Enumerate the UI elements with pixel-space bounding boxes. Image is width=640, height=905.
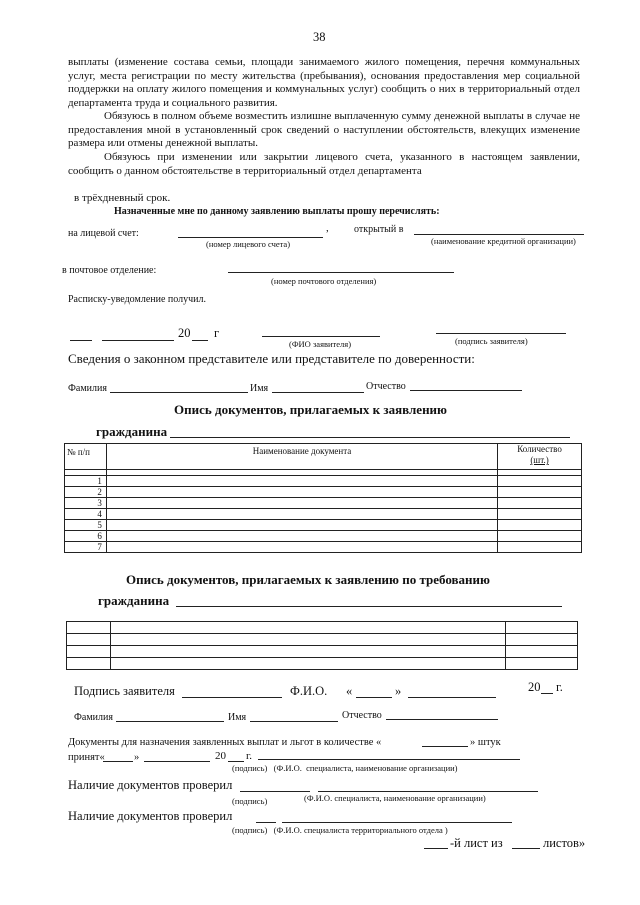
sheet-text-2: листов» (543, 836, 586, 850)
signature-month-field[interactable] (408, 697, 496, 698)
sheet-text-1: -й лист из (450, 836, 503, 850)
qty-cell[interactable] (506, 658, 578, 670)
row-number: 3 (65, 498, 107, 509)
check2-fio-field[interactable] (282, 822, 512, 823)
doc-name-cell[interactable] (106, 498, 497, 509)
account-field[interactable] (178, 237, 323, 238)
rep-patronymic-field[interactable] (410, 390, 522, 391)
table-row (65, 498, 582, 509)
sig-surname-field[interactable] (116, 721, 224, 722)
accepted-fio-field[interactable] (258, 759, 520, 760)
signature-fio-label: Ф.И.О. (290, 684, 328, 698)
col-qty-header (498, 444, 582, 470)
qty-cell[interactable] (498, 487, 582, 498)
receipt-year-field[interactable] (192, 340, 208, 341)
sheet-total-field[interactable] (512, 848, 540, 849)
table-row (65, 487, 582, 498)
doc-name-cell[interactable] (110, 646, 505, 658)
row-number: 5 (65, 520, 107, 531)
payment-heading: Назначенные мне по данному заявлению выплаты прошу перечислять: (114, 206, 440, 217)
col-name-header: Наименование документа (106, 444, 497, 470)
acceptance-line1: Документы для назначения заявленных выплат и льгот в количестве « (68, 737, 382, 748)
paragraph-2: Обязуюсь в полном объеме возместить излишне выплаченную сумму денежной выплаты в случае не предоставления мной в установленный срок сведений о наступлении обстоятельств, влекущих изменение размера или отмены денежной выплаты. (68, 110, 580, 149)
signature-quote-open: « (346, 684, 353, 698)
signature-day-field[interactable] (356, 697, 392, 698)
accepted-day-field[interactable] (103, 761, 133, 762)
receipt-year: 20 (178, 326, 191, 340)
receipt-signature-field[interactable] (436, 333, 566, 334)
doc-name-cell[interactable] (106, 509, 497, 520)
receipt-day-field[interactable] (70, 340, 92, 341)
paragraph-1: выплаты (изменение состава семьи, площади занимаемого жилого помещения, перечня коммунальных услуг, места регистрации по месту жительства (пребывания), основания предоставления мер социальной поддержки на оплату жилого помещения и коммунальных услуг) сообщить о них в территориальный отдел департамента труда и социального развития. (68, 56, 580, 109)
accepted-year-suffix: г. (246, 750, 253, 762)
rep-patronymic-label: Отчество (366, 381, 406, 392)
rep-surname-label: Фамилия (68, 383, 107, 394)
acceptance-line1-end: » штук (470, 737, 501, 748)
acceptance-caption: (подпись) (Ф.И.О. специалиста, наименование организации) (232, 763, 458, 773)
comma: , (326, 222, 329, 234)
receipt-text: Расписку-уведомление получил. (68, 294, 206, 305)
doc-name-cell[interactable] (106, 487, 497, 498)
sig-patronymic-label: Отчество (342, 710, 382, 721)
check2-label: Наличие документов проверил (68, 809, 233, 823)
qty-cell[interactable] (506, 622, 578, 634)
doc-name-cell[interactable] (110, 622, 505, 634)
doc-name-cell[interactable] (110, 658, 505, 670)
qty-cell[interactable] (506, 646, 578, 658)
table-row (65, 531, 582, 542)
qty-cell[interactable] (498, 520, 582, 531)
inventory2-table (66, 621, 578, 670)
col-qty-unit: (шт.) (530, 455, 549, 465)
doc-name-cell[interactable] (106, 531, 497, 542)
qty-cell[interactable] (506, 634, 578, 646)
signature-year: 20 (528, 680, 541, 694)
receipt-month-field[interactable] (102, 340, 174, 341)
qty-cell[interactable] (498, 498, 582, 509)
post-caption: (номер почтового отделения) (271, 276, 377, 286)
sig-surname-label: Фамилия (74, 712, 113, 723)
qty-cell[interactable] (498, 509, 582, 520)
doc-name-cell[interactable] (106, 476, 497, 487)
paragraph-3-end: в трёхдневный срок. (74, 192, 171, 204)
fio-caption: (ФИО заявителя) (289, 339, 352, 349)
post-field[interactable] (228, 272, 454, 273)
signature-year-suffix: г. (556, 680, 563, 694)
receipt-year-suffix: г (214, 326, 220, 340)
row-number: 4 (65, 509, 107, 520)
col-num-header: № п/п (65, 444, 107, 470)
bank-caption: (наименование кредитной организации) (431, 236, 576, 246)
table-row (65, 520, 582, 531)
rep-surname-field[interactable] (110, 392, 248, 393)
check2-sign-field[interactable] (256, 822, 276, 823)
rep-name-field[interactable] (272, 392, 364, 393)
sig-name-label: Имя (228, 712, 247, 723)
inventory1-table (64, 443, 582, 553)
doc-name-cell[interactable] (106, 542, 497, 553)
paragraph-3: Обязуюсь при изменении или закрытии лицевого счета, указанного в настоящем заявлении, сообщить о данном обстоятельстве в территориальный отдел департамента (68, 151, 580, 177)
table-row (67, 658, 578, 670)
sig-patronymic-field[interactable] (386, 719, 498, 720)
account-label: на лицевой счет: (68, 228, 139, 239)
col-qty-label: Количество (517, 444, 562, 454)
inventory1-citizen-field[interactable] (170, 437, 570, 438)
num-cell[interactable] (67, 646, 111, 658)
num-cell[interactable] (67, 622, 111, 634)
signature-year-field[interactable] (541, 693, 553, 694)
row-number: 6 (65, 531, 107, 542)
doc-name-cell[interactable] (106, 520, 497, 531)
sig-name-field[interactable] (250, 721, 338, 722)
inventory1-citizen: гражданина (96, 424, 168, 439)
qty-cell[interactable] (498, 531, 582, 542)
opened-label: открытый в (354, 224, 404, 235)
signature-field[interactable] (182, 697, 282, 698)
num-cell[interactable] (67, 634, 111, 646)
acceptance-count-field[interactable] (422, 746, 468, 747)
table-row (65, 542, 582, 553)
representative-heading: Сведения о законном представителе или представителе по доверенности: (68, 351, 475, 366)
inventory1-title: Опись документов, прилагаемых к заявлению (174, 402, 447, 417)
accepted-year: 20 (215, 750, 226, 762)
post-label: в почтовое отделение: (62, 265, 157, 276)
row-number: 7 (65, 542, 107, 553)
check1-sign-caption: (подпись) (232, 796, 268, 806)
inventory2-citizen-field[interactable] (176, 606, 562, 607)
row-number: 1 (65, 476, 107, 487)
num-cell[interactable] (67, 658, 111, 670)
accepted-month-field[interactable] (144, 761, 210, 762)
inventory2-title: Опись документов, прилагаемых к заявлению по требованию (126, 572, 490, 587)
check2-caption: (подпись) (Ф.И.О. специалиста территориального отдела ) (232, 825, 448, 835)
check1-sign-field[interactable] (240, 791, 310, 792)
doc-name-cell[interactable] (110, 634, 505, 646)
sheet-number-field[interactable] (424, 848, 448, 849)
check1-fio-caption: (Ф.И.О. специалиста, наименование организации) (304, 793, 486, 803)
check1-fio-field[interactable] (318, 791, 538, 792)
rep-name-label: Имя (250, 383, 269, 394)
table-row (65, 509, 582, 520)
table-row (67, 634, 578, 646)
receipt-fio-field[interactable] (262, 336, 380, 337)
page-number: 38 (313, 30, 326, 44)
bank-field[interactable] (414, 234, 584, 235)
check1-label: Наличие документов проверил (68, 778, 233, 792)
table-row (65, 476, 582, 487)
signature-quote-close: » (395, 684, 402, 698)
table-row (67, 646, 578, 658)
signature-label: Подпись заявителя (74, 684, 175, 698)
qty-cell[interactable] (498, 542, 582, 553)
row-number: 2 (65, 487, 107, 498)
sign-caption: (подпись заявителя) (455, 336, 528, 346)
accepted-year-field[interactable] (228, 761, 244, 762)
inventory2-citizen: гражданина (98, 593, 170, 608)
accepted-label: принят« (68, 752, 105, 763)
accepted-quote-close: » (134, 752, 140, 763)
qty-cell[interactable] (498, 476, 582, 487)
account-caption: (номер лицевого счета) (206, 239, 291, 249)
table-row (67, 622, 578, 634)
